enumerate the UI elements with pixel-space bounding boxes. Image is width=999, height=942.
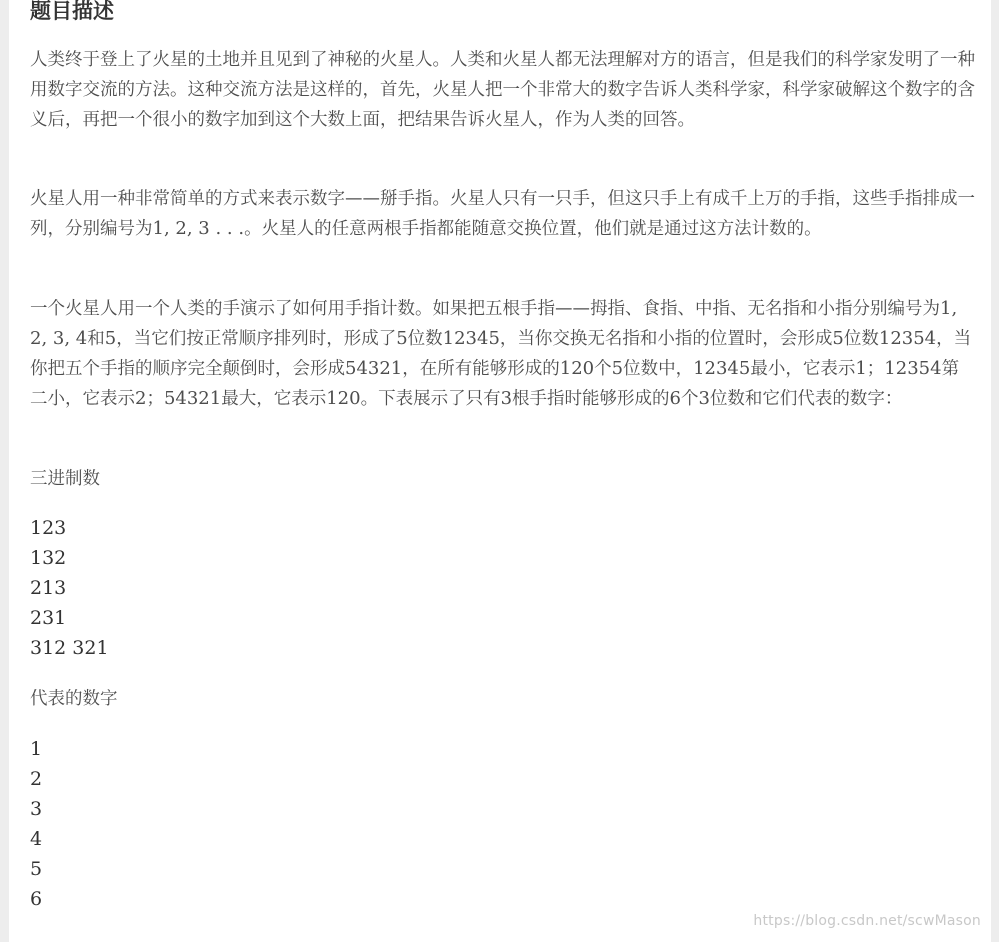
list-item: 4 — [30, 828, 43, 850]
table-header-represented: 代表的数字 — [30, 689, 118, 709]
watermark: https://blog.csdn.net/scwMason — [753, 913, 981, 929]
table-header-ternary: 三进制数 — [30, 469, 100, 489]
represented-number-list — [30, 734, 42, 914]
list-item: 123 — [30, 517, 67, 539]
page-edge — [991, 0, 999, 942]
paragraph-finger-counting: 火星人用一种非常简单的方式来表示数字——掰手指。火星人只有一只手，但这只手上有成千上万的手指，这些手指排成一列，分别编号为1, 2, 3 . . .。火星人的任意两根手指都能随意交换位置，他们就是通过这方法计数的。 — [30, 189, 975, 239]
list-item: 3 — [30, 798, 43, 820]
list-item: 1 — [30, 738, 43, 760]
list-item: 312 321 — [30, 637, 109, 659]
list-item: 132 — [30, 547, 67, 569]
list-item: 6 — [30, 888, 43, 910]
list-item: 213 — [30, 577, 67, 599]
section-heading: 题目描述 — [30, 0, 114, 23]
paragraph-intro: 人类终于登上了火星的土地并且见到了神秘的火星人。人类和火星人都无法理解对方的语言，但是我们的科学家发明了一种用数字交流的方法。这种交流方法是这样的，首先，火星人把一个非常大的数字告诉人类科学家，科学家破解这个数字的含义后，再把一个很小的数字加到这个大数上面，把结果告诉火星人，作为人类的回答。 — [30, 50, 975, 130]
paragraph-demo: 一个火星人用一个人类的手演示了如何用手指计数。如果把五根手指——拇指、食指、中指、无名指和小指分别编号为1, 2, 3, 4和5，当它们按正常顺序排列时，形成了5位数12345，当你交换无名指和小指的位置时，会形成5位数12354，当你把五个手指的顺序完全颠倒时，会形成54321，在所有能够形成的120个5位数中，12345最小，它表示1；12354第二小，它表示2；54321最大，它表示120。下表展示了只有3根手指时能够形成的6个3位数和它们代表的数字： — [30, 298, 972, 409]
article-page — [9, 0, 991, 942]
list-item: 5 — [30, 858, 43, 880]
list-item: 231 — [30, 607, 67, 629]
ternary-number-list — [30, 513, 109, 663]
list-item: 2 — [30, 768, 43, 790]
